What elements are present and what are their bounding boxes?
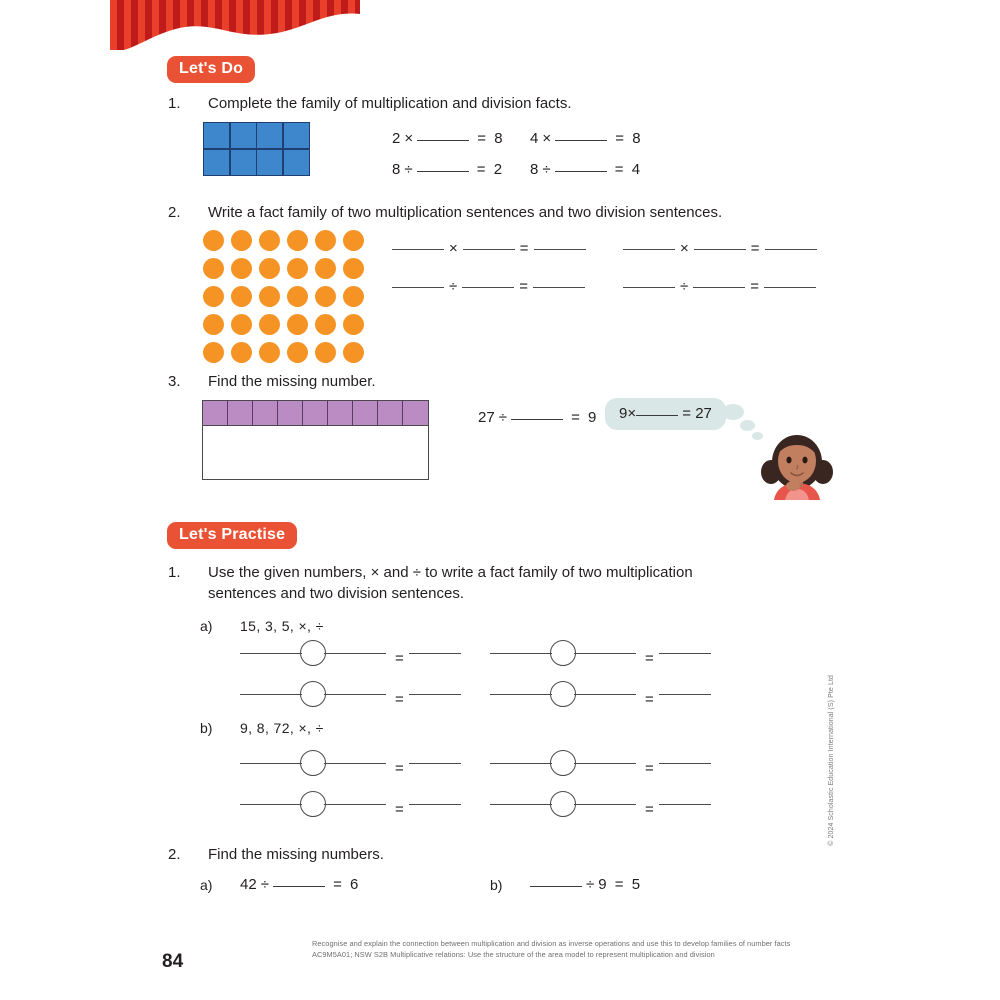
operator-circle-blank[interactable] — [300, 640, 326, 666]
array-dot — [343, 230, 364, 251]
array-dot — [343, 314, 364, 335]
operator: ÷ — [586, 876, 595, 893]
part-label-b: b) — [490, 877, 503, 893]
answer-blank[interactable] — [490, 804, 552, 805]
question-text: Complete the family of multiplication and division facts. — [208, 95, 572, 112]
equals-sign: = — [645, 690, 654, 708]
equation-q3-1 — [478, 409, 596, 426]
equation-q1-3 — [392, 161, 502, 178]
operator-circle-blank[interactable] — [550, 791, 576, 817]
answer-blank[interactable] — [417, 171, 469, 172]
operator: × — [449, 240, 458, 257]
thought-bubble — [605, 398, 726, 430]
array-dot — [203, 314, 224, 335]
answer-row-b-2 — [490, 750, 711, 776]
array-dot — [231, 314, 252, 335]
equals-sign: = — [395, 800, 404, 818]
strip-segment — [378, 401, 403, 425]
array-dot — [259, 230, 280, 251]
array-dot — [343, 342, 364, 363]
equals-sign: = — [395, 690, 404, 708]
operator-circle-blank[interactable] — [300, 750, 326, 776]
bubble-equals-sign: = — [678, 405, 696, 422]
answer-blank[interactable] — [240, 763, 302, 764]
array-dot — [343, 258, 364, 279]
answer-blank[interactable] — [765, 249, 817, 250]
equals-sign: = — [519, 240, 529, 257]
equals-sign: = — [611, 130, 629, 147]
strip-segment — [303, 401, 328, 425]
operator: ÷ — [498, 409, 507, 426]
answer-blank[interactable] — [764, 287, 816, 288]
student-character-illustration — [752, 428, 842, 505]
operator-circle-blank[interactable] — [550, 681, 576, 707]
answer-blank[interactable] — [392, 249, 444, 250]
operator: ÷ — [680, 278, 689, 295]
answer-blank[interactable] — [490, 763, 552, 764]
grid-cell — [284, 123, 309, 148]
equation-q2-2 — [623, 240, 817, 257]
answer-row-a-4 — [490, 681, 711, 707]
equals-sign: = — [750, 278, 759, 295]
array-dot — [259, 342, 280, 363]
operand-left: 8 — [392, 161, 401, 178]
array-dot — [287, 286, 308, 307]
answer-blank[interactable] — [555, 140, 607, 141]
array-dot — [259, 258, 280, 279]
equals-sign: = — [472, 161, 490, 178]
question-number: 3. — [168, 373, 181, 390]
question-text: Use the given numbers, × and ÷ to write a fact family of two multiplication sentences and two division sentences. — [208, 564, 693, 602]
answer-blank[interactable] — [324, 653, 386, 654]
operator: × — [542, 130, 552, 147]
array-dot — [287, 314, 308, 335]
answer-blank[interactable] — [240, 653, 302, 654]
equals-sign: = — [610, 876, 628, 893]
operand-left: 4 — [530, 130, 539, 147]
equation-q2-3 — [392, 278, 585, 295]
answer-blank[interactable] — [324, 694, 386, 695]
array-dot — [259, 286, 280, 307]
strip-model-purple — [202, 400, 429, 480]
array-dot — [231, 230, 252, 251]
equals-sign: = — [395, 759, 404, 777]
operand-left: 8 — [530, 161, 539, 178]
part-label-b: b) — [200, 720, 213, 736]
answer-blank[interactable] — [324, 763, 386, 764]
equation-q1-4 — [530, 161, 640, 178]
question-number: 2. — [168, 204, 181, 221]
answer-blank[interactable] — [659, 694, 711, 695]
array-dot — [315, 286, 336, 307]
section-badge-lets-practise: Let's Practise — [167, 522, 297, 549]
answer-blank[interactable] — [693, 287, 745, 288]
array-dot — [231, 258, 252, 279]
array-dot — [315, 258, 336, 279]
answer-row-a-2 — [490, 640, 711, 666]
copyright-notice: © 2024 Scholastic Education International (S) Pte Ltd — [828, 675, 835, 846]
equals-sign: = — [473, 130, 491, 147]
operator: ÷ — [542, 161, 551, 178]
operator-circle-blank[interactable] — [550, 750, 576, 776]
answer-blank[interactable] — [490, 694, 552, 695]
bubble-answer-blank[interactable] — [636, 415, 678, 416]
operand-result: 9 — [588, 409, 597, 426]
answer-blank[interactable] — [392, 287, 444, 288]
operator: × — [404, 130, 414, 147]
array-dot — [203, 230, 224, 251]
equation-q2-4 — [623, 278, 816, 295]
answer-blank[interactable] — [240, 804, 302, 805]
equation-q1-1 — [392, 130, 503, 147]
operand-left: 2 — [392, 130, 401, 147]
answer-blank[interactable] — [574, 653, 636, 654]
answer-blank[interactable] — [490, 653, 552, 654]
strip-segment — [278, 401, 303, 425]
answer-blank[interactable] — [409, 804, 461, 805]
answer-row-a-1 — [240, 640, 461, 666]
operator: ÷ — [260, 876, 269, 893]
curriculum-footnote: Recognise and explain the connection between multiplication and division as inverse operations and use this to develop families of number facts AC9M5A01; NSW S2B Multiplicative relations: Use the structure of the area model to represent multiplication and division — [312, 939, 791, 960]
answer-blank[interactable] — [409, 763, 461, 764]
operand-divisor: 9 — [598, 876, 607, 893]
equals-sign: = — [610, 161, 628, 178]
answer-blank[interactable] — [694, 249, 746, 250]
operator: ÷ — [404, 161, 413, 178]
strip-model-segments — [203, 401, 428, 426]
grid-cell — [231, 150, 256, 175]
equation-q2-1 — [392, 240, 586, 257]
array-dot — [259, 314, 280, 335]
question-text: Find the missing number. — [208, 373, 376, 390]
array-dot — [203, 258, 224, 279]
equals-sign: = — [645, 759, 654, 777]
header-wave-decoration — [110, 0, 360, 52]
answer-blank[interactable] — [534, 249, 586, 250]
answer-blank[interactable] — [530, 886, 582, 887]
array-dot — [315, 342, 336, 363]
equals-sign: = — [395, 649, 404, 667]
bubble-operand-left: 9 — [619, 405, 628, 422]
part-label-a: a) — [200, 877, 213, 893]
operand-result: 6 — [350, 876, 359, 893]
equals-sign: = — [645, 800, 654, 818]
operand-left: 42 — [240, 876, 257, 893]
question-text: Find the missing numbers. — [208, 846, 384, 863]
answer-blank[interactable] — [659, 763, 711, 764]
strip-segment — [353, 401, 378, 425]
question-number: 2. — [168, 846, 181, 863]
area-model-grid-blue — [203, 122, 310, 176]
grid-cell — [231, 123, 256, 148]
given-numbers-b: 9, 8, 72, ×, ÷ — [240, 720, 324, 736]
array-dot — [203, 286, 224, 307]
answer-blank[interactable] — [409, 694, 461, 695]
answer-row-b-1 — [240, 750, 461, 776]
answer-blank[interactable] — [462, 287, 514, 288]
array-dot — [343, 286, 364, 307]
answer-blank[interactable] — [324, 804, 386, 805]
strip-segment — [253, 401, 278, 425]
answer-blank[interactable] — [623, 287, 675, 288]
question-number: 1. — [168, 95, 181, 112]
grid-cell — [284, 150, 309, 175]
answer-row-a-3 — [240, 681, 461, 707]
operand-result: 8 — [494, 130, 503, 147]
answer-blank[interactable] — [574, 763, 636, 764]
answer-blank[interactable] — [555, 171, 607, 172]
array-dot — [287, 258, 308, 279]
operand-result: 2 — [493, 161, 503, 178]
answer-blank[interactable] — [623, 249, 675, 250]
strip-segment — [403, 401, 428, 425]
operator: ÷ — [449, 278, 458, 295]
array-dot — [231, 342, 252, 363]
grid-cell — [204, 150, 229, 175]
array-dot — [315, 314, 336, 335]
answer-row-b-4 — [490, 791, 711, 817]
array-dot — [287, 342, 308, 363]
equation-q1-2 — [530, 130, 641, 147]
equals-sign: = — [750, 240, 760, 257]
question-number: 1. — [168, 564, 181, 581]
question-text: Write a fact family of two multiplication sentences and two division sentences. — [208, 204, 723, 221]
grid-cell — [204, 123, 229, 148]
answer-blank[interactable] — [409, 653, 461, 654]
answer-blank[interactable] — [659, 804, 711, 805]
equals-sign: = — [328, 876, 347, 893]
operator-circle-blank[interactable] — [550, 640, 576, 666]
answer-blank[interactable] — [659, 653, 711, 654]
answer-blank[interactable] — [574, 694, 636, 695]
bubble-operand-result: 27 — [695, 405, 712, 422]
answer-row-b-3 — [240, 791, 461, 817]
operand-result: 4 — [631, 161, 641, 178]
thought-bubble-dot — [722, 404, 744, 420]
operand-left: 27 — [478, 409, 495, 426]
answer-blank[interactable] — [240, 694, 302, 695]
page-number: 84 — [162, 951, 184, 972]
given-numbers-a: 15, 3, 5, ×, ÷ — [240, 618, 324, 634]
operand-result: 5 — [631, 876, 641, 893]
strip-segment — [228, 401, 253, 425]
part-label-a: a) — [200, 618, 213, 634]
answer-blank[interactable] — [533, 287, 585, 288]
strip-segment — [203, 401, 228, 425]
operator: × — [680, 240, 689, 257]
operand-result: 8 — [632, 130, 641, 147]
strip-segment — [328, 401, 353, 425]
operator-circle-blank[interactable] — [300, 681, 326, 707]
section-badge-lets-do: Let's Do — [167, 56, 255, 83]
grid-cell — [257, 123, 282, 148]
equation-p2-a — [240, 876, 358, 893]
array-dot — [203, 342, 224, 363]
answer-blank[interactable] — [273, 886, 325, 887]
equals-sign: = — [519, 278, 528, 295]
array-dot — [315, 230, 336, 251]
array-dot — [287, 230, 308, 251]
equals-sign: = — [566, 409, 585, 426]
array-dot — [231, 286, 252, 307]
bubble-operator: × — [627, 405, 637, 422]
operator-circle-blank[interactable] — [300, 791, 326, 817]
answer-blank[interactable] — [574, 804, 636, 805]
dot-array-model-orange — [203, 230, 367, 366]
answer-blank[interactable] — [511, 419, 563, 420]
answer-blank[interactable] — [417, 140, 469, 141]
answer-blank[interactable] — [463, 249, 515, 250]
grid-cell — [257, 150, 282, 175]
equals-sign: = — [645, 649, 654, 667]
equation-p2-b — [530, 876, 640, 893]
